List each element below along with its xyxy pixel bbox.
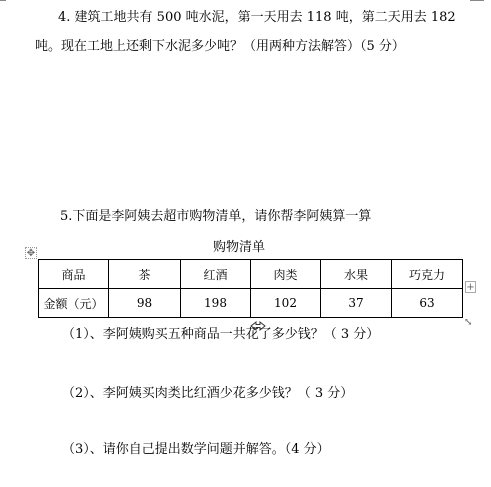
- question-5-sub-3: （3）、请你自己提出数学问题并解答。（4 分）: [62, 442, 330, 457]
- shopping-list-table: [38, 259, 463, 318]
- table-cell[interactable]: 茶: [109, 260, 181, 289]
- table-cell[interactable]: 102: [251, 289, 321, 318]
- table-row: [39, 260, 463, 289]
- table-cell[interactable]: 金额（元）: [39, 289, 109, 318]
- page-corner-mark: [470, 0, 484, 1]
- table-title: 购物清单: [213, 240, 266, 255]
- question-5-intro: 5.下面是李阿姨去超市购物清单，请你帮李阿姨算一算: [60, 209, 372, 224]
- question-5-sub-1: （1）、李阿姨购买五种商品一共花了多少钱？（ 3 分）: [62, 327, 380, 342]
- table-cell[interactable]: 水果: [321, 260, 392, 289]
- table-row: [39, 289, 463, 318]
- resize-icon[interactable]: ⤡: [464, 317, 473, 328]
- table-cell[interactable]: 98: [109, 289, 181, 318]
- table-cell[interactable]: 37: [321, 289, 392, 318]
- table-cell[interactable]: 63: [392, 289, 463, 318]
- plus-icon[interactable]: +: [466, 282, 475, 293]
- question-5-sub-2: （2）、李阿姨买肉类比红酒少花多少钱？（ 3 分）: [62, 386, 354, 401]
- question-4-line-2: 吨。现在工地上还剩下水泥多少吨？（用两种方法解答）（5 分）: [35, 39, 405, 54]
- question-4-line-1: 4. 建筑工地共有 500 吨水泥，第一天用去 118 吨，第二天用去 182: [58, 10, 456, 25]
- table-cell[interactable]: 肉类: [251, 260, 321, 289]
- table-cell[interactable]: 商品: [39, 260, 109, 289]
- table-cell[interactable]: 巧克力: [392, 260, 463, 289]
- table-cell[interactable]: 198: [181, 289, 251, 318]
- move-icon[interactable]: ✥: [26, 248, 36, 259]
- table-cell[interactable]: 红酒: [181, 260, 251, 289]
- page-corner-mark: [0, 0, 6, 1]
